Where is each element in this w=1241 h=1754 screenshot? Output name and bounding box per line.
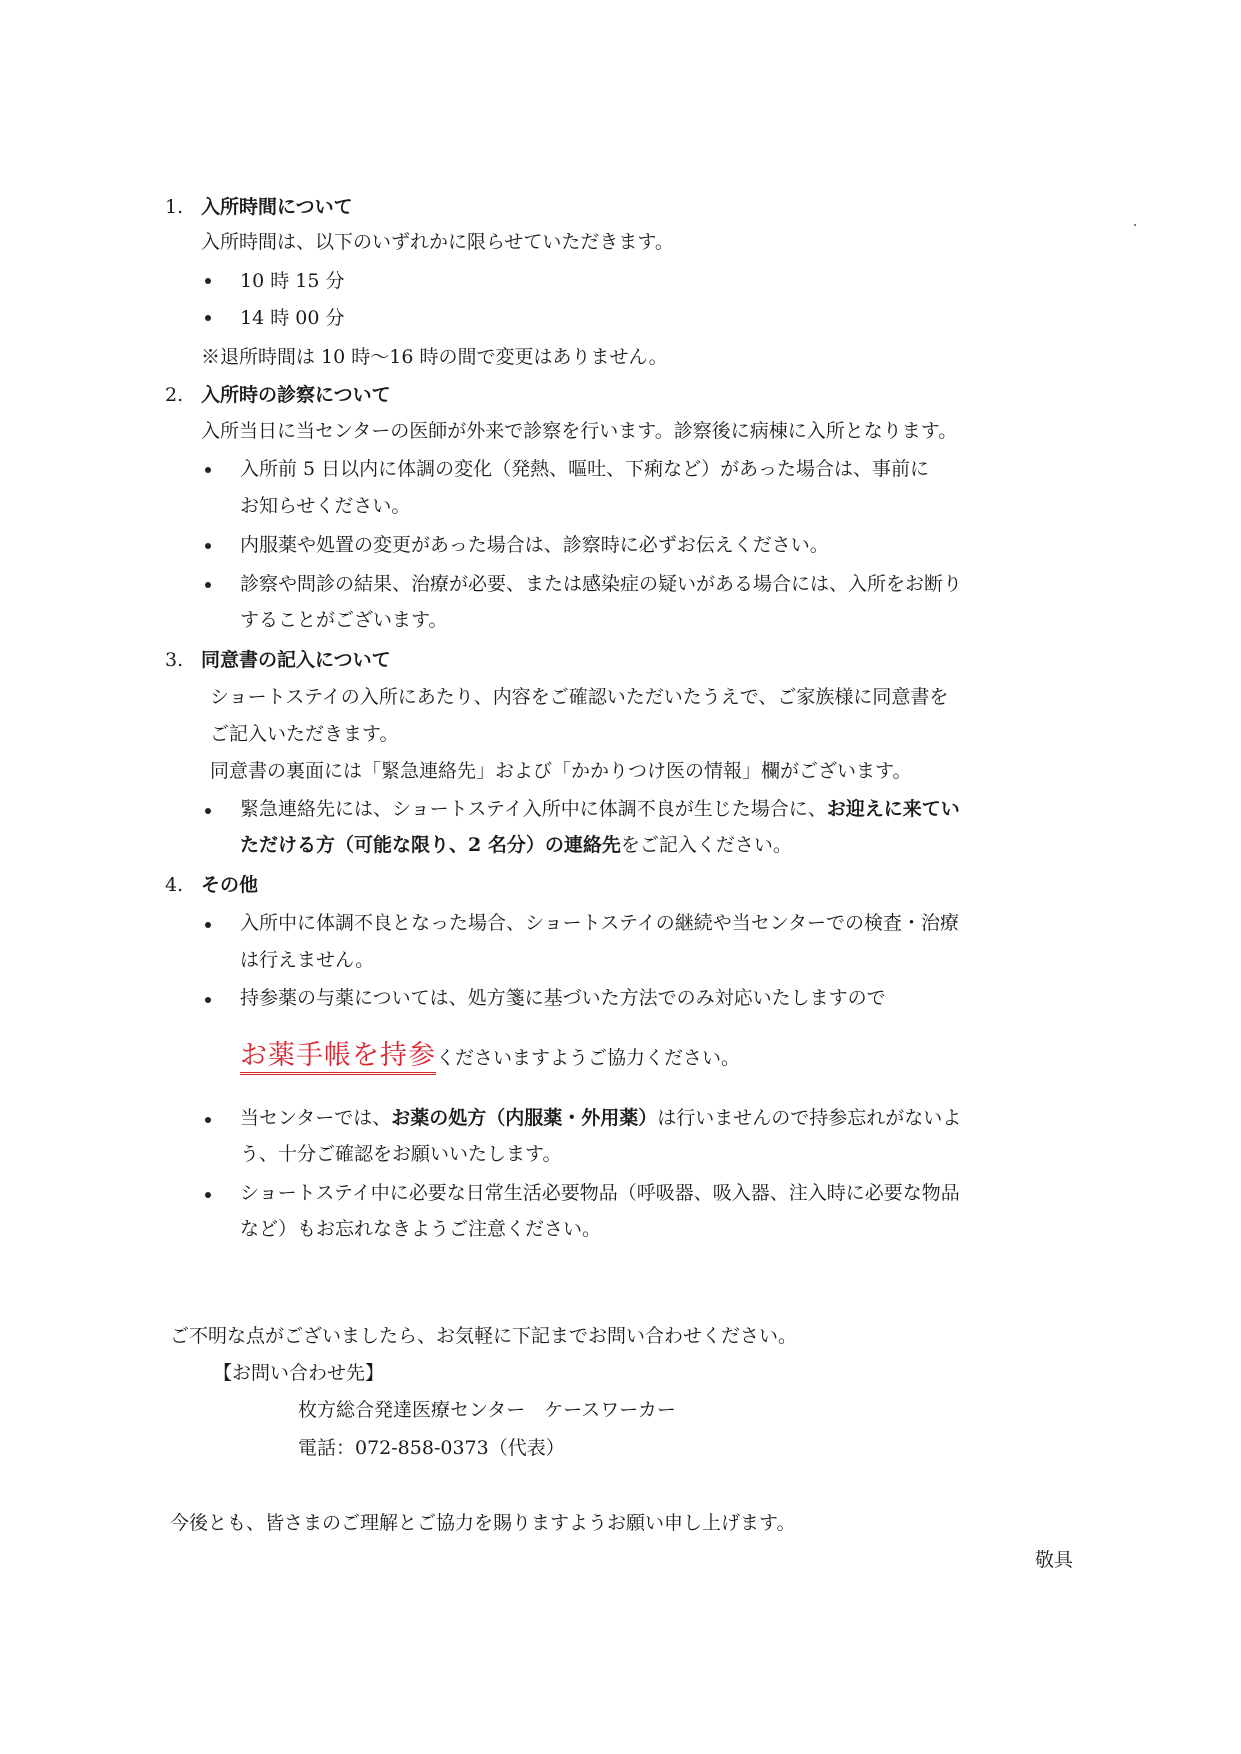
section-4-bullet-4-line-1: ショートステイ中に必要な日常生活必要物品（呼吸器、吸入器、注入時に必要な物品 (240, 1182, 960, 1204)
section-1-bullet-1: 10 時 15 分 (240, 270, 345, 292)
bullet-dot (205, 1192, 211, 1198)
section-4-number: 4. (165, 874, 184, 896)
section-3-number: 3. (165, 649, 184, 671)
bullet-dot (205, 278, 211, 284)
contact-lead: ご不明な点がございましたら、お気軽に下記までお問い合わせください。 (170, 1325, 798, 1347)
section-1-number: 1. (165, 196, 184, 218)
section-1-intro: 入所時間は、以下のいずれかに限らせていただきます。 (201, 231, 674, 253)
section-4-bullet-3-post: は行いませんので持参忘れがないよ (657, 1107, 962, 1129)
closing-text: 今後とも、皆さまのご理解とご協力を賜りますようお願い申し上げます。 (170, 1512, 796, 1534)
section-3-bullet-line-1 (240, 797, 960, 821)
section-2-title: 入所時の診察について (201, 384, 391, 406)
section-1-title: 入所時間について (201, 196, 353, 218)
section-4-bullet-2-line-1: 持参薬の与薬については、処方箋に基づいた方法でのみ対応いたしますので (240, 987, 886, 1009)
section-1-bullet-2: 14 時 00 分 (240, 307, 345, 329)
section-4-bullet-4-line-2: など）もお忘れなきようご注意ください。 (240, 1218, 602, 1240)
section-2-bullet-3-line-1: 診察や問診の結果、治療が必要、または感染症の疑いがある場合には、入所をお断り (240, 573, 963, 595)
bullet-dot (205, 922, 211, 928)
section-3-intro-2: ご記入いただきます。 (210, 723, 399, 745)
section-3-bullet-text: 緊急連絡先には、ショートステイ入所中に体調不良が生じた場合に、 (240, 798, 827, 820)
section-2-number: 2. (165, 384, 184, 406)
bullet-dot (205, 1117, 211, 1123)
section-3-bullet-line-2 (240, 833, 792, 857)
section-2-bullet-1-line-1: 入所前 5 日以内に体調の変化（発熱、嘔吐、下痢など）があった場合は、事前に (240, 458, 929, 480)
section-3-intro-3: 同意書の裏面には「緊急連絡先」および「かかりつけ医の情報」欄がございます。 (210, 760, 912, 782)
section-2-bullet-3-line-2: することがございます。 (240, 609, 448, 631)
bullet-dot (205, 543, 211, 549)
signoff: 敬具 (1035, 1549, 1074, 1571)
section-4-bullet-2-text: くださいますようご協力ください。 (436, 1047, 741, 1069)
section-2-bullet-1-line-2: お知らせください。 (240, 495, 411, 517)
section-3-bullet-bold-1: お迎えに来てい (826, 798, 960, 820)
section-3-title: 同意書の記入について (201, 649, 391, 671)
section-4-bullet-3-bold: お薬の処方（内服薬・外用薬） (391, 1107, 658, 1129)
section-4-bullet-2-line-2 (240, 1039, 740, 1075)
bullet-dot (205, 582, 211, 588)
section-4-bullet-1-line-2: は行えません。 (240, 949, 375, 971)
bullet-dot (205, 997, 211, 1003)
section-3-bullet-text-2: をご記入ください。 (620, 834, 792, 856)
section-3-bullet-bold-2: ただける方（可能な限り、2 名分）の連絡先 (240, 834, 621, 856)
section-4-bullet-3-pre: 当センターでは、 (240, 1107, 392, 1129)
section-1-note: ※退所時間は 10 時～16 時の間で変更はありません。 (201, 346, 668, 368)
contact-header: 【お問い合わせ先】 (213, 1362, 385, 1384)
section-4-title: その他 (201, 874, 259, 896)
section-4-bullet-3-line-1 (240, 1106, 961, 1130)
section-4-bullet-1-line-1: 入所中に体調不良となった場合、ショートステイの継続や当センターでの検査・治療 (240, 912, 959, 934)
section-3-intro-1: ショートステイの入所にあたり、内容をご確認いただいたうえで、ご家族様に同意書を (210, 686, 949, 708)
contact-phone: 電話：072-858-0373（代表） (298, 1437, 565, 1459)
section-4-bullet-3-line-2: う、十分ご確認をお願いいたします。 (240, 1143, 562, 1165)
section-2-intro: 入所当日に当センターの医師が外来で診察を行います。診察後に病棟に入所となります。 (201, 420, 958, 442)
section-2-bullet-2: 内服薬や処置の変更があった場合は、診察時に必ずお伝えください。 (240, 534, 829, 556)
bullet-dot (205, 315, 211, 321)
bullet-dot (205, 467, 211, 473)
contact-organization: 枚方総合発達医療センター ケースワーカー (298, 1399, 676, 1421)
bullet-dot (205, 808, 211, 814)
emphasis-medicine-notebook: お薬手帳を持参 (240, 1040, 436, 1075)
scan-speck (1134, 224, 1136, 226)
